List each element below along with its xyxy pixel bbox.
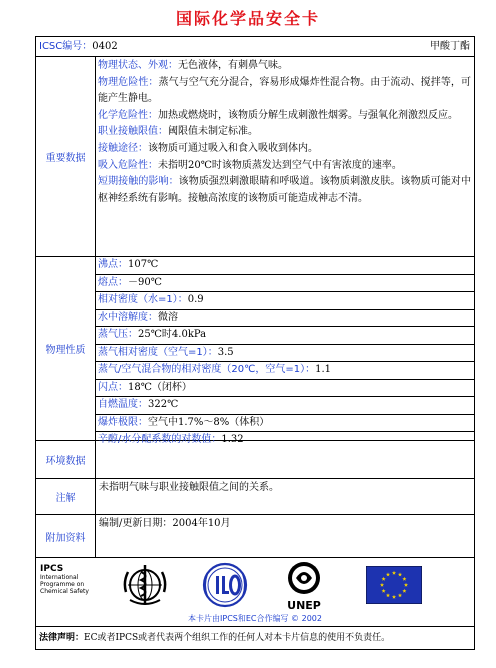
hazard-key: 职业接触限值： [98,126,168,138]
property-value: －90℃ [128,276,162,288]
hazard-item-route [98,141,471,158]
property-key: 闪点： [98,381,128,393]
ipcs-title: IPCS [40,564,64,574]
property-row [96,345,474,363]
card-title: 国际化学品安全卡 [175,9,320,28]
ipcs-logo [40,564,110,595]
property-key: 辛醇/水分配系数的对数值： [98,434,222,445]
section-physical-content [96,257,474,445]
property-row [96,275,474,293]
hazard-key: 吸入危险性： [98,159,158,171]
property-key: 自燃温度： [98,399,148,410]
section-physical [36,257,474,445]
property-row [96,415,474,433]
hazard-item-chemical [98,108,471,125]
property-key: 蒸气压： [98,329,138,340]
hazard-item-physical [98,75,471,108]
hazard-value: 阈限值未制定标准。 [168,126,258,138]
property-key: 沸点： [98,259,128,270]
property-key: 相对密度（水=1）： [98,294,188,305]
hazard-value: 该物质可通过吸入和食入吸收到体内。 [148,142,318,154]
section-hazard [36,57,474,257]
property-key: 熔点： [98,276,128,288]
property-value: 107℃ [128,259,159,270]
property-key: 水中溶解度： [98,311,158,323]
property-value: 3.5 [217,346,234,358]
section-notes-label: 注解 [36,479,96,514]
hazard-key: 物理危险性： [98,76,159,88]
section-physical-label: 物理性质 [36,257,96,440]
section-environment [36,441,474,479]
ipcs-line: Chemical Safety [40,588,89,595]
icsc-number [39,37,118,56]
supplementary-text: 编制/更新日期：2004年10月 [99,518,231,529]
property-value: 18℃（闭杯） [128,381,192,393]
hazard-value: 加热或燃烧时，该物质分解生成刺激性烟雾。与强氧化剂激烈反应。 [158,109,458,121]
hazard-key: 接触途径： [98,142,148,154]
section-supplementary-content [96,515,474,557]
property-row [96,327,474,345]
ilo-emblem-icon [201,562,249,608]
who-emblem-icon [122,562,168,608]
property-row [96,380,474,398]
property-row [96,257,474,275]
legal-text: EC或者IPCS或者代表两个组织工作的任何人对本卡片信息的使用不负责任。 [84,633,391,643]
section-notes-content [96,479,474,514]
ipcs-line: International [40,574,79,581]
property-value: 1.1 [315,364,331,375]
hazard-value: 该物质强烈刺激眼睛和呼吸道。该物质刺激皮肤。该物质可能对中枢神经系统有影响。接触高浓度的该物质可能造成神志不清。 [98,176,472,204]
environment-text [96,441,474,445]
hazard-key: 短期接触的影响： [98,176,179,188]
section-environment-content [96,441,474,478]
property-key: 蒸气/空气混合物的相对密度（20℃，空气=1）： [98,364,316,375]
property-row [96,310,474,328]
hazard-item-short-term [98,174,471,207]
hazard-list [96,57,474,207]
section-supplementary [36,515,474,558]
section-supplementary-label: 附加资料 [36,515,96,557]
notes-text: 未指明气味与职业接触限值之间的关系。 [99,482,279,493]
property-value: 25℃时4.0kPa [138,329,207,340]
section-notes [36,479,474,515]
hazard-value: 蒸气与空气充分混合，容易形成爆炸性混合物。由于流动、搅拌等，可能产生静电。 [98,76,471,105]
property-value: 322℃ [148,399,179,410]
icsc-number-label: ICSC编号： [39,41,93,52]
legal-label: 法律声明： [39,633,85,643]
property-row [96,362,474,380]
legal-notice [36,627,474,649]
ipcs-line: Programme on [40,581,85,588]
icsc-number-value: 0402 [92,41,118,52]
hazard-item-exposure-limit [98,124,471,141]
section-environment-label: 环境数据 [36,441,96,478]
property-value: 1.32 [221,434,244,445]
eu-flag-icon [366,566,422,604]
property-row [96,292,474,310]
unep-logo [284,560,324,612]
property-value: 微溶 [158,311,178,323]
chemical-safety-card [35,36,475,650]
hazard-key: 物理状态、外观： [98,60,178,71]
property-key: 蒸气相对密度（空气=1）： [98,346,218,358]
card-header [36,37,474,57]
section-hazard-content [96,57,474,256]
property-row [96,397,474,415]
hazard-item-appearance [98,58,471,75]
hazard-key: 化学危险性： [98,109,158,121]
hazard-value: 未指明20℃时该物质蒸发达到空气中有害浓度的速率。 [158,159,402,171]
property-value: 0.9 [187,294,204,305]
property-value: 空气中1.7%～8%（体积） [148,416,270,428]
credit-line: 本卡片由IPCS和EC合作编写 © 2002 [188,614,322,623]
chemical-name: 甲酸丁酯 [430,41,470,52]
property-key: 爆炸极限： [98,416,148,428]
hazard-value: 无色液体，有刺鼻气味。 [178,60,288,71]
hazard-item-inhalation [98,158,471,175]
logo-strip [36,558,474,627]
section-hazard-label: 重要数据 [36,57,96,256]
unep-text: UNEP [287,599,321,612]
